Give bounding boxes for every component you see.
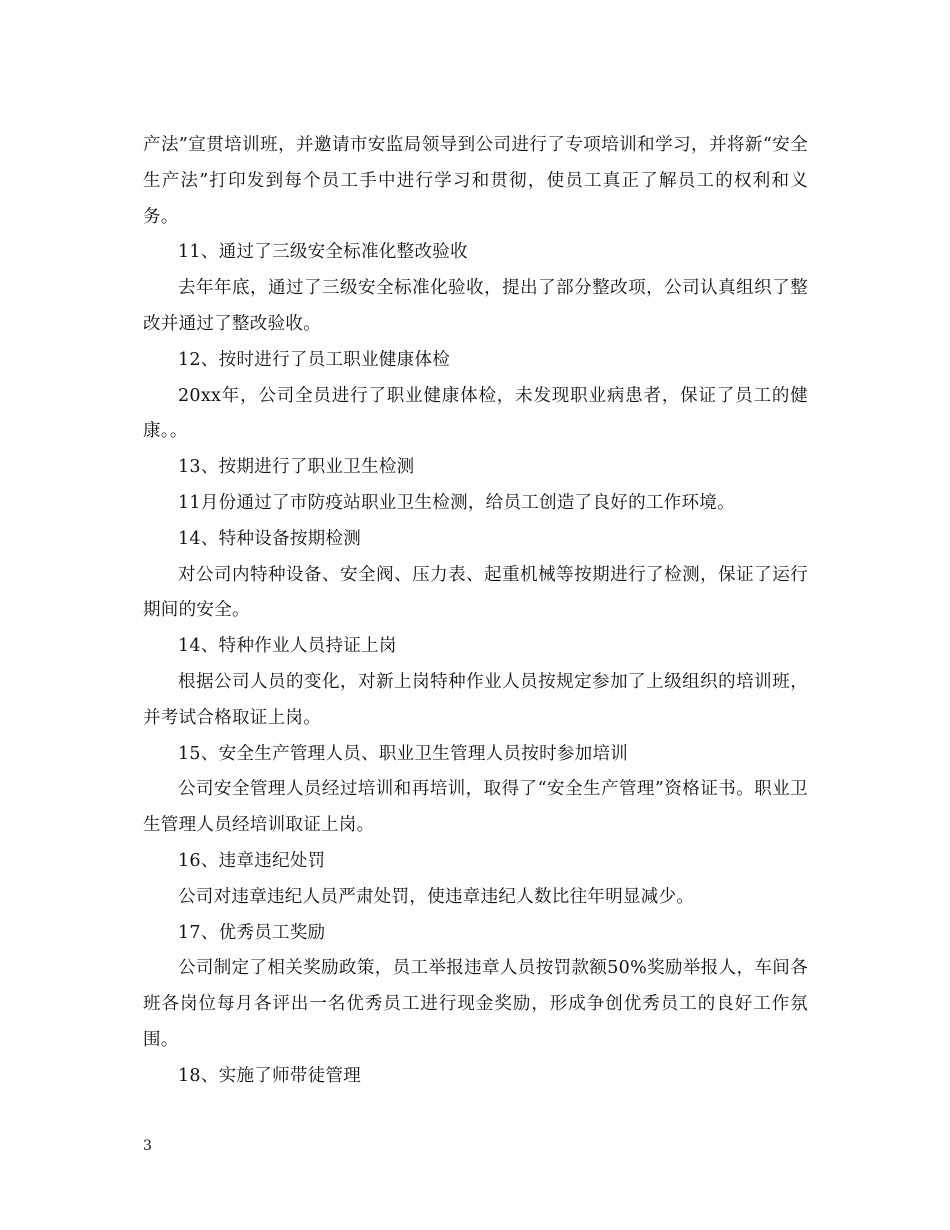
heading-item-14a: 14、特种设备按期检测 bbox=[178, 528, 362, 549]
heading-item-12: 12、按时进行了员工职业健康体检 bbox=[178, 349, 451, 370]
paragraph-item-14b: 根据公司人员的变化，对新上岗特种作业人员按规定参加了上级组织的培训班，并考试合格取证上岗。 bbox=[143, 671, 808, 728]
document-body bbox=[143, 128, 808, 1095]
paragraph-item-14a: 对公司内特种设备、安全阀、压力表、起重机械等按期进行了检测，保证了运行期间的安全。 bbox=[143, 564, 808, 621]
paragraph-item-13: 11月份通过了市防疫站职业卫生检测，给员工创造了良好的工作环境。 bbox=[178, 492, 735, 513]
paragraph-item-17: 公司制定了相关奖励政策，员工举报违章人员按罚款额50%奖励举报人，车间各班各岗位每月各评出一名优秀员工进行现金奖励，形成争创优秀员工的良好工作氛围。 bbox=[143, 958, 808, 1050]
heading-item-16: 16、违章违纪处罚 bbox=[178, 850, 326, 871]
heading-item-17: 17、优秀员工奖励 bbox=[178, 922, 326, 943]
paragraph-item-15: 公司安全管理人员经过培训和再培训，取得了“安全生产管理”资格证书。职业卫生管理人员经培训取证上岗。 bbox=[143, 779, 808, 836]
heading-item-13: 13、按期进行了职业卫生检测 bbox=[178, 457, 415, 478]
paragraph-continuation: 产法”宣贯培训班，并邀请市安监局领导到公司进行了专项培训和学习，并将新“安全生产法”打印发到每个员工手中进行学习和贯彻，使员工真正了解员工的权利和义务。 bbox=[143, 135, 808, 227]
page-number: 3 bbox=[143, 1138, 152, 1154]
heading-item-14b: 14、特种作业人员持证上岗 bbox=[178, 636, 397, 657]
heading-item-11: 11、通过了三级安全标准化整改验收 bbox=[178, 242, 468, 263]
heading-item-15: 15、安全生产管理人员、职业卫生管理人员按时参加培训 bbox=[178, 743, 629, 764]
paragraph-item-11: 去年年底，通过了三级安全标准化验收，提出了部分整改项，公司认真组织了整改并通过了整改验收。 bbox=[143, 278, 808, 334]
heading-item-18: 18、实施了师带徒管理 bbox=[178, 1065, 362, 1086]
paragraph-item-12: 20xx年，公司全员进行了职业健康体检，未发现职业病患者，保证了员工的健康。。 bbox=[143, 385, 808, 442]
paragraph-item-16: 公司对违章违纪人员严肃处罚，使违章违纪人数比往年明显减少。 bbox=[178, 886, 695, 907]
